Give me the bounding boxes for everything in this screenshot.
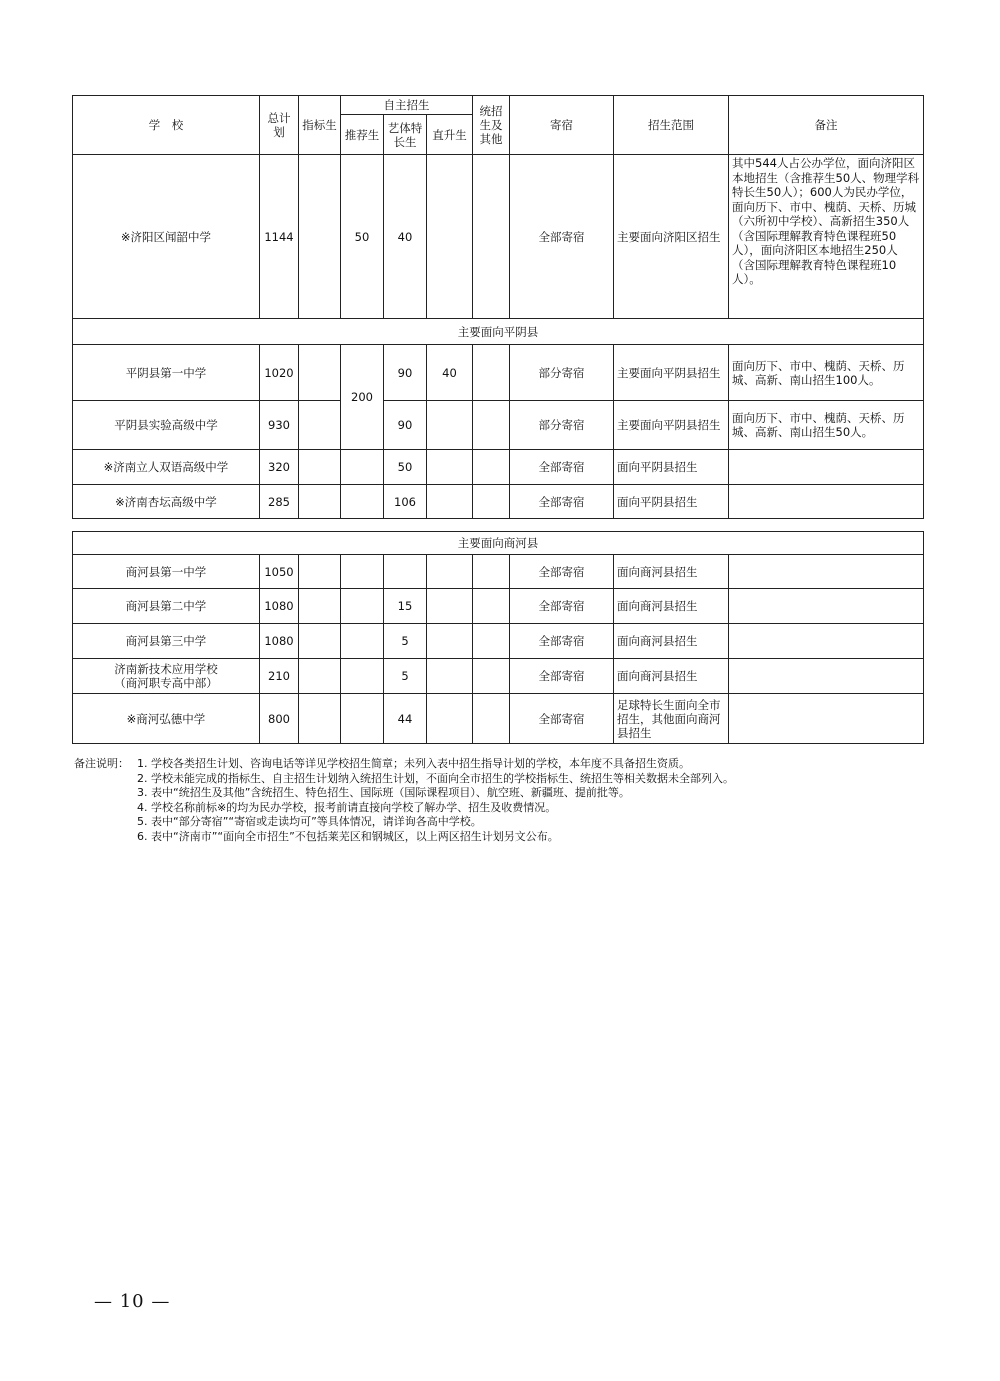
footnote-text: 4. 学校名称前标※的均为民办学校，报考前请直接向学校了解办学、招生及收费情况。 xyxy=(137,800,557,814)
table-row xyxy=(73,694,924,744)
boarding-type: 全部寄宿 xyxy=(510,555,614,589)
footnote-text: 1. 学校各类招生计划、咨询电话等详见学校招生简章；未列入表中招生指导计划的学校，本年度不具备招生资质。 xyxy=(137,757,690,770)
boarding-type: 部分寄宿 xyxy=(510,345,614,401)
remark-text xyxy=(729,624,924,659)
header-direct: 直升生 xyxy=(427,115,473,155)
footnote-item xyxy=(74,830,934,845)
remark-text xyxy=(729,485,924,519)
total-plan: 930 xyxy=(260,401,299,450)
table-row xyxy=(73,485,924,519)
arts-value: 5 xyxy=(384,659,427,694)
boarding-type: 全部寄宿 xyxy=(510,694,614,744)
header-unified: 统招生及其他 xyxy=(473,96,510,155)
unified-value xyxy=(473,659,510,694)
total-plan: 1080 xyxy=(260,624,299,659)
recommended-value xyxy=(341,555,384,589)
total-plan: 320 xyxy=(260,450,299,485)
enroll-scope: 主要面向济阳区招生 xyxy=(614,155,729,319)
quota-value xyxy=(299,589,341,624)
footnote-text: 2. 学校未能完成的指标生、自主招生计划纳入统招生计划，不面向全市招生的学校指标生、统招生等相关数据未全部列入。 xyxy=(137,771,734,785)
quota-value xyxy=(299,624,341,659)
footnote-item xyxy=(74,772,934,787)
arts-value: 15 xyxy=(384,589,427,624)
direct-value xyxy=(427,589,473,624)
header-boarding: 寄宿 xyxy=(510,96,614,155)
direct-value xyxy=(427,401,473,450)
school-name xyxy=(73,694,260,744)
direct-value xyxy=(427,694,473,744)
header-remark: 备注 xyxy=(729,96,924,155)
enroll-scope: 主要面向平阴县招生 xyxy=(614,401,729,450)
boarding-type: 全部寄宿 xyxy=(510,450,614,485)
unified-value xyxy=(473,345,510,401)
school-name: 平阴县第一中学 xyxy=(73,345,260,401)
school-name-line2: （商河职专高中部） xyxy=(114,676,218,690)
recommended-value xyxy=(341,659,384,694)
direct-value xyxy=(427,624,473,659)
total-plan: 285 xyxy=(260,485,299,519)
footnote-item xyxy=(74,757,934,772)
remark-text: 面向历下、市中、槐荫、天桥、历城、高新、南山招生100人。 xyxy=(729,345,924,401)
arts-value: 106 xyxy=(384,485,427,519)
enroll-scope: 足球特长生面向全市招生，其他面向商河县招生 xyxy=(614,694,729,744)
footnote-lead: 备注说明： xyxy=(74,757,129,770)
boarding-type: 全部寄宿 xyxy=(510,589,614,624)
school-name-line1: 商河县第三中学 xyxy=(125,634,207,648)
school-name xyxy=(73,555,260,589)
unified-value xyxy=(473,694,510,744)
footnote-text: 3. 表中“统招生及其他”含统招生、特色招生、国际班（国际课程项目）、航空班、新疆班、提前批等。 xyxy=(137,786,630,799)
unified-value xyxy=(473,555,510,589)
header-total: 总计划 xyxy=(260,96,299,155)
remark-text xyxy=(729,589,924,624)
remark-text xyxy=(729,694,924,744)
school-name: ※济阳区闻韶中学 xyxy=(73,155,260,319)
school-name xyxy=(73,589,260,624)
unified-value xyxy=(473,155,510,319)
remark-text: 面向历下、市中、槐荫、天桥、历城、高新、南山招生50人。 xyxy=(729,401,924,450)
section-row xyxy=(73,319,924,345)
page-number: — 10 — xyxy=(94,1291,171,1312)
section-title-shanghe: 主要面向商河县 xyxy=(73,532,924,555)
header-arts: 艺体特长生 xyxy=(384,115,427,155)
arts-value: 50 xyxy=(384,450,427,485)
header-autonomous: 自主招生 xyxy=(341,96,473,115)
school-name-line1: ※商河弘德中学 xyxy=(126,711,206,726)
table-row xyxy=(73,589,924,624)
footnote-text: 6. 表中“济南市”“面向全市招生”不包括莱芜区和钢城区，以上两区招生计划另文公布。 xyxy=(137,829,559,843)
enroll-scope: 面向平阴县招生 xyxy=(614,485,729,519)
header-recommended: 推荐生 xyxy=(341,115,384,155)
recommended-value xyxy=(341,694,384,744)
footnote-item xyxy=(74,801,934,816)
remark-text: 其中544人占公办学位，面向济阳区本地招生（含推荐生50人、物理学科特长生50人）；600人为民办学位，面向历下、市中、槐荫、天桥、历城（六所初中学校）、高新招生350人（含国际理解教育特色课程班50人），面向济阳区本地招生250人（含国际理解教育特色课程班10人）。 xyxy=(729,155,924,319)
school-name xyxy=(73,659,260,694)
total-plan: 1020 xyxy=(260,345,299,401)
quota-value xyxy=(299,659,341,694)
footnote-text: 5. 表中“部分寄宿”“寄宿或走读均可”等具体情况，请详询各高中学校。 xyxy=(137,815,482,828)
header-row-1 xyxy=(73,96,924,115)
footnote-item xyxy=(74,786,934,801)
table-row xyxy=(73,450,924,485)
recommended-shared-value: 200 xyxy=(341,345,384,450)
quota-value xyxy=(299,485,341,519)
recommended-value: 50 xyxy=(341,155,384,319)
school-name: 平阴县实验高级中学 xyxy=(73,401,260,450)
quota-value xyxy=(299,401,341,450)
arts-value: 5 xyxy=(384,624,427,659)
spacer-row xyxy=(73,519,924,532)
school-name-line1: 商河县第二中学 xyxy=(125,599,207,613)
boarding-type: 全部寄宿 xyxy=(510,485,614,519)
quota-value xyxy=(299,155,341,319)
total-plan: 1080 xyxy=(260,589,299,624)
spacer-cell xyxy=(73,519,924,532)
remark-text xyxy=(729,450,924,485)
enroll-scope: 面向商河县招生 xyxy=(614,659,729,694)
header-quota: 指标生 xyxy=(299,96,341,155)
boarding-type: 全部寄宿 xyxy=(510,659,614,694)
boarding-type: 全部寄宿 xyxy=(510,624,614,659)
header-scope: 招生范围 xyxy=(614,96,729,155)
unified-value xyxy=(473,589,510,624)
arts-value: 44 xyxy=(384,694,427,744)
total-plan: 800 xyxy=(260,694,299,744)
direct-value xyxy=(427,485,473,519)
arts-value xyxy=(384,555,427,589)
footnote-item xyxy=(74,815,934,830)
enroll-scope: 面向平阴县招生 xyxy=(614,450,729,485)
recommended-value xyxy=(341,589,384,624)
boarding-type: 全部寄宿 xyxy=(510,155,614,319)
section-title-pingyin: 主要面向平阴县 xyxy=(73,319,924,345)
arts-value: 40 xyxy=(384,155,427,319)
quota-value xyxy=(299,345,341,401)
table-row xyxy=(73,345,924,401)
direct-value xyxy=(427,155,473,319)
school-name xyxy=(73,624,260,659)
footnotes xyxy=(74,757,934,844)
total-plan: 210 xyxy=(260,659,299,694)
recommended-value xyxy=(341,450,384,485)
unified-value xyxy=(473,485,510,519)
arts-value: 90 xyxy=(384,401,427,450)
school-name-line1: 商河县第一中学 xyxy=(125,564,207,579)
table-row xyxy=(73,155,924,319)
enroll-scope: 面向商河县招生 xyxy=(614,589,729,624)
enroll-scope: 面向商河县招生 xyxy=(614,624,729,659)
total-plan: 1050 xyxy=(260,555,299,589)
school-name: ※济南杏坛高级中学 xyxy=(73,485,260,519)
unified-value xyxy=(473,624,510,659)
enroll-scope: 面向商河县招生 xyxy=(614,555,729,589)
remark-text xyxy=(729,555,924,589)
table-row xyxy=(73,401,924,450)
unified-value xyxy=(473,450,510,485)
remark-text xyxy=(729,659,924,694)
section-row xyxy=(73,532,924,555)
boarding-type: 部分寄宿 xyxy=(510,401,614,450)
table-row xyxy=(73,555,924,589)
direct-value xyxy=(427,555,473,589)
table-row xyxy=(73,624,924,659)
table-row xyxy=(73,659,924,694)
unified-value xyxy=(473,401,510,450)
direct-value: 40 xyxy=(427,345,473,401)
quota-value xyxy=(299,694,341,744)
total-plan: 1144 xyxy=(260,155,299,319)
direct-value xyxy=(427,450,473,485)
recommended-value xyxy=(341,485,384,519)
school-name: ※济南立人双语高级中学 xyxy=(73,450,260,485)
recommended-value xyxy=(341,624,384,659)
direct-value xyxy=(427,659,473,694)
arts-value: 90 xyxy=(384,345,427,401)
enrollment-plan-table xyxy=(72,95,924,744)
school-name-line1: 济南新技术应用学校 xyxy=(114,662,218,676)
header-school: 学 校 xyxy=(73,96,260,155)
quota-value xyxy=(299,555,341,589)
quota-value xyxy=(299,450,341,485)
enroll-scope: 主要面向平阴县招生 xyxy=(614,345,729,401)
